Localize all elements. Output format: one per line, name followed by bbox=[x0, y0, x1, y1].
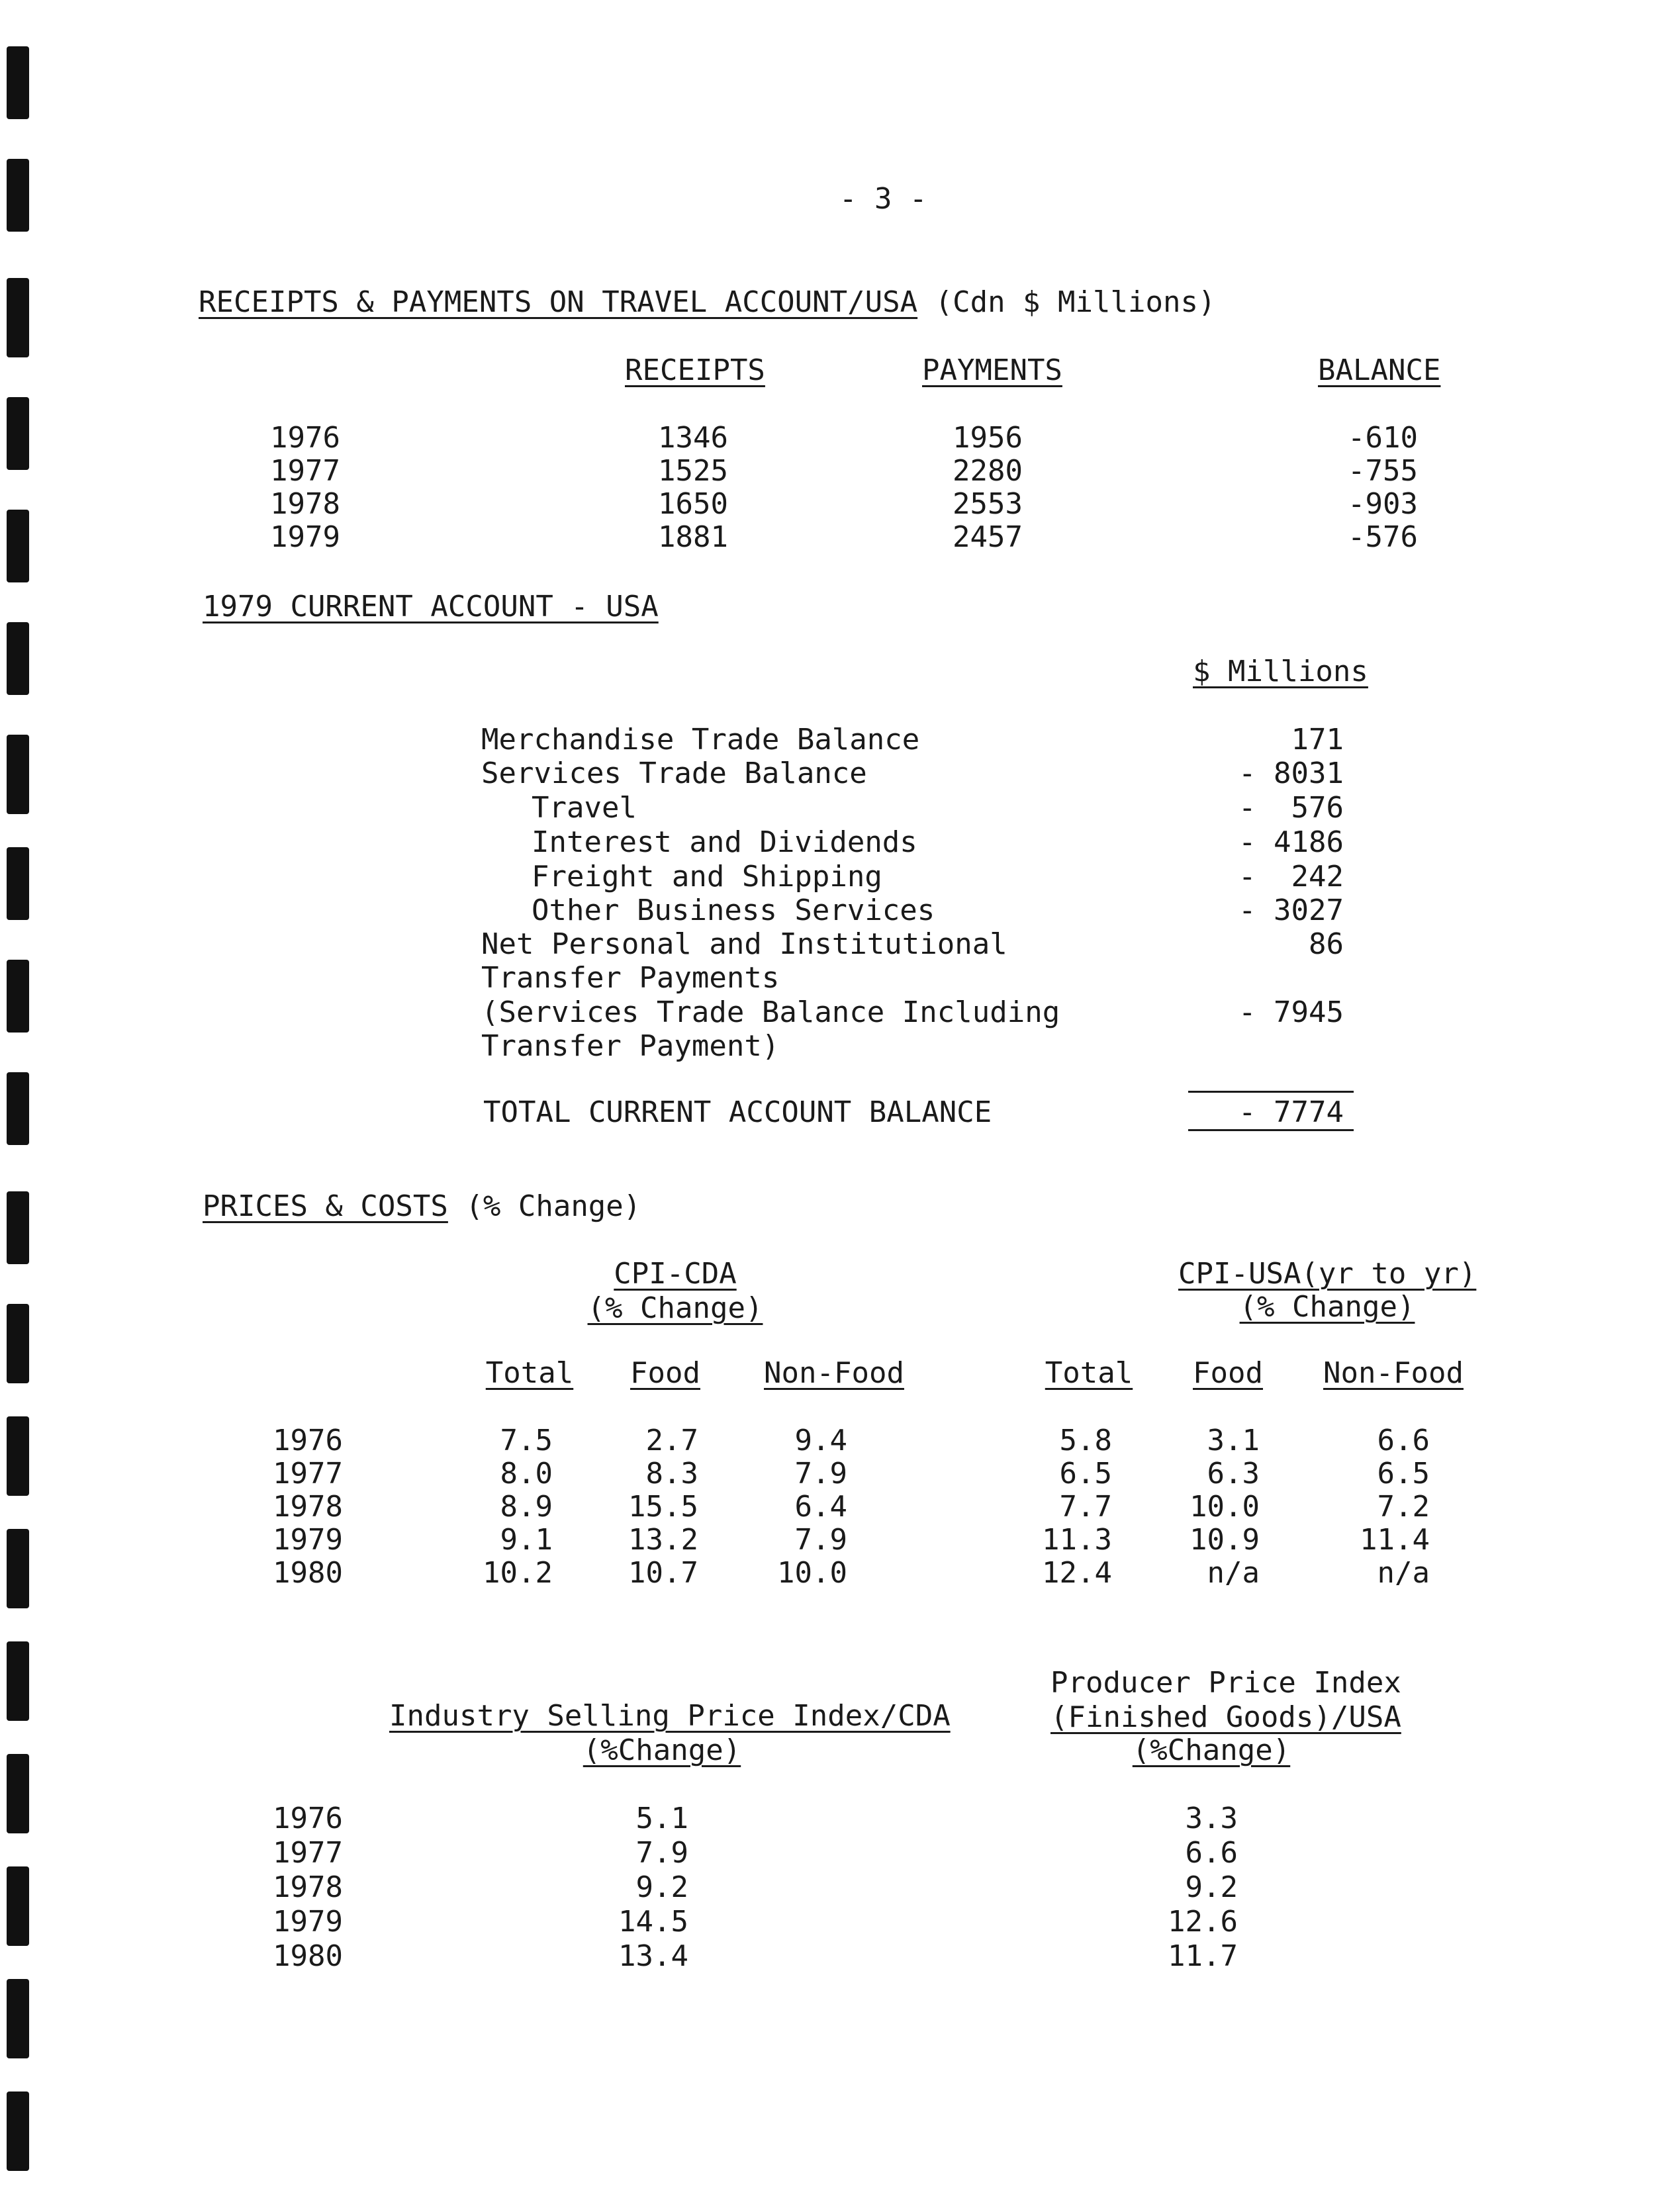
binding-hole bbox=[7, 278, 29, 357]
binding-hole bbox=[7, 1979, 29, 2058]
usa-food-cell: 10.9 bbox=[1190, 1523, 1260, 1557]
payments-cell: 2553 bbox=[953, 487, 1023, 521]
binding-hole bbox=[7, 622, 29, 695]
year-cell: 1977 bbox=[273, 1836, 343, 1870]
binding-hole bbox=[7, 46, 29, 119]
total-label: TOTAL CURRENT ACCOUNT BALANCE bbox=[483, 1095, 992, 1129]
ppi-value-cell: 9.2 bbox=[1185, 1870, 1238, 1904]
cda-total-cell: 8.9 bbox=[500, 1490, 553, 1524]
account-line-label: Transfer Payment) bbox=[481, 1029, 780, 1063]
year-cell: 1980 bbox=[273, 1556, 343, 1590]
cda-total-cell: 10.2 bbox=[483, 1556, 553, 1590]
isp-value-cell: 13.4 bbox=[618, 1939, 688, 1973]
usa-total-cell: 12.4 bbox=[1042, 1556, 1112, 1590]
usa-total-cell: 11.3 bbox=[1042, 1523, 1112, 1557]
millions-header: $ Millions bbox=[1193, 655, 1368, 688]
binding-hole bbox=[7, 397, 29, 470]
isp-index-subtitle: (%Change) bbox=[583, 1733, 741, 1767]
account-line-value: - 7945 bbox=[1238, 995, 1344, 1029]
binding-hole bbox=[7, 847, 29, 920]
col-header-payments: PAYMENTS bbox=[922, 353, 1062, 387]
binding-hole bbox=[7, 159, 29, 232]
page-number: - 3 - bbox=[839, 182, 927, 216]
account-line-label: (Services Trade Balance Including bbox=[481, 995, 1060, 1029]
ppi-title-line1: Producer Price Index bbox=[1050, 1666, 1401, 1700]
cda-col-food: Food bbox=[630, 1356, 700, 1390]
receipts-cell: 1525 bbox=[658, 454, 728, 488]
total-rule-top bbox=[1188, 1091, 1354, 1093]
binding-hole bbox=[7, 1866, 29, 1946]
payments-cell: 2457 bbox=[953, 520, 1023, 554]
account-line-value: - 242 bbox=[1238, 860, 1344, 894]
account-line-label: Freight and Shipping bbox=[532, 860, 882, 894]
isp-value-cell: 5.1 bbox=[635, 1802, 688, 1835]
usa-nonfood-cell: n/a bbox=[1377, 1556, 1430, 1590]
binding-hole bbox=[7, 960, 29, 1033]
cda-col-total: Total bbox=[485, 1356, 574, 1390]
cda-food-cell: 2.7 bbox=[645, 1424, 698, 1457]
travel-unit: (Cdn $ Millions) bbox=[935, 285, 1216, 319]
travel-title: RECEIPTS & PAYMENTS ON TRAVEL ACCOUNT/USA bbox=[199, 285, 918, 319]
account-line-value: - 576 bbox=[1238, 791, 1344, 825]
total-value: - 7774 bbox=[1238, 1095, 1344, 1129]
account-line-label: Transfer Payments bbox=[481, 961, 780, 995]
cda-food-cell: 8.3 bbox=[645, 1457, 698, 1491]
account-line-value: - 3027 bbox=[1238, 894, 1344, 927]
year-cell: 1978 bbox=[270, 487, 340, 521]
cda-nonfood-cell: 10.0 bbox=[777, 1556, 847, 1590]
binding-hole bbox=[7, 2091, 29, 2171]
year-cell: 1980 bbox=[273, 1939, 343, 1973]
year-cell: 1976 bbox=[270, 421, 340, 455]
ppi-title-line2: (Finished Goods)/USA bbox=[1050, 1700, 1401, 1734]
cpi-cda-subtitle: (% Change) bbox=[587, 1291, 763, 1325]
travel-title-line bbox=[199, 286, 1215, 319]
cda-total-cell: 7.5 bbox=[500, 1424, 553, 1457]
year-cell: 1977 bbox=[270, 454, 340, 488]
account-line-value: - 4186 bbox=[1238, 825, 1344, 859]
account-line-value: 86 bbox=[1309, 927, 1344, 961]
year-cell: 1977 bbox=[273, 1457, 343, 1491]
usa-food-cell: 10.0 bbox=[1190, 1490, 1260, 1524]
cpi-usa-title: CPI-USA(yr to yr) bbox=[1178, 1257, 1477, 1291]
year-cell: 1976 bbox=[273, 1802, 343, 1835]
prices-title-line bbox=[203, 1190, 641, 1223]
usa-total-cell: 5.8 bbox=[1059, 1424, 1112, 1457]
cda-food-cell: 13.2 bbox=[628, 1523, 698, 1557]
balance-cell: -576 bbox=[1348, 520, 1418, 554]
usa-nonfood-cell: 7.2 bbox=[1377, 1490, 1430, 1524]
account-line-value: 171 bbox=[1291, 723, 1344, 757]
binding-hole bbox=[7, 1072, 29, 1145]
receipts-cell: 1881 bbox=[658, 520, 728, 554]
prices-title: PRICES & COSTS bbox=[203, 1189, 448, 1223]
prices-unit: (% Change) bbox=[465, 1189, 641, 1223]
usa-nonfood-cell: 6.5 bbox=[1377, 1457, 1430, 1491]
cda-nonfood-cell: 7.9 bbox=[794, 1523, 847, 1557]
year-cell: 1978 bbox=[273, 1490, 343, 1524]
payments-cell: 1956 bbox=[953, 421, 1023, 455]
cpi-cda-title: CPI-CDA bbox=[614, 1257, 737, 1291]
usa-food-cell: 3.1 bbox=[1207, 1424, 1260, 1457]
cda-food-cell: 15.5 bbox=[628, 1490, 698, 1524]
binding-hole bbox=[7, 1641, 29, 1721]
isp-index-title: Industry Selling Price Index/CDA bbox=[389, 1699, 951, 1733]
binding-hole bbox=[7, 1416, 29, 1496]
binding-hole bbox=[7, 1304, 29, 1383]
current-account-title: 1979 CURRENT ACCOUNT - USA bbox=[203, 590, 659, 623]
ppi-subtitle: (%Change) bbox=[1132, 1733, 1291, 1767]
ppi-value-cell: 12.6 bbox=[1168, 1905, 1238, 1939]
cda-nonfood-cell: 6.4 bbox=[794, 1490, 847, 1524]
binding-hole bbox=[7, 1754, 29, 1833]
col-header-balance: BALANCE bbox=[1318, 353, 1441, 387]
usa-col-total: Total bbox=[1045, 1356, 1133, 1390]
receipts-cell: 1346 bbox=[658, 421, 728, 455]
account-line-label: Interest and Dividends bbox=[532, 825, 917, 859]
year-cell: 1979 bbox=[273, 1905, 343, 1939]
usa-nonfood-cell: 6.6 bbox=[1377, 1424, 1430, 1457]
usa-food-cell: n/a bbox=[1207, 1556, 1260, 1590]
usa-col-food: Food bbox=[1193, 1356, 1263, 1390]
year-cell: 1978 bbox=[273, 1870, 343, 1904]
year-cell: 1979 bbox=[273, 1523, 343, 1557]
binding-hole bbox=[7, 1191, 29, 1264]
binding-hole bbox=[7, 735, 29, 814]
cda-total-cell: 9.1 bbox=[500, 1523, 553, 1557]
usa-nonfood-cell: 11.4 bbox=[1360, 1523, 1430, 1557]
ppi-value-cell: 6.6 bbox=[1185, 1836, 1238, 1870]
cpi-usa-subtitle: (% Change) bbox=[1239, 1290, 1415, 1324]
isp-value-cell: 9.2 bbox=[635, 1870, 688, 1904]
binding-hole bbox=[7, 1529, 29, 1608]
balance-cell: -903 bbox=[1348, 487, 1418, 521]
cda-nonfood-cell: 7.9 bbox=[794, 1457, 847, 1491]
account-line-label: Travel bbox=[532, 791, 637, 825]
usa-total-cell: 6.5 bbox=[1059, 1457, 1112, 1491]
balance-cell: -755 bbox=[1348, 454, 1418, 488]
total-rule-bottom bbox=[1188, 1129, 1354, 1131]
binding-hole bbox=[7, 510, 29, 582]
account-line-value: - 8031 bbox=[1238, 757, 1344, 790]
col-header-receipts: RECEIPTS bbox=[625, 353, 765, 387]
ppi-value-cell: 3.3 bbox=[1185, 1802, 1238, 1835]
cda-nonfood-cell: 9.4 bbox=[794, 1424, 847, 1457]
usa-col-nonfood: Non-Food bbox=[1323, 1356, 1464, 1390]
isp-value-cell: 7.9 bbox=[635, 1836, 688, 1870]
account-line-label: Services Trade Balance bbox=[481, 757, 867, 790]
usa-total-cell: 7.7 bbox=[1059, 1490, 1112, 1524]
cda-total-cell: 8.0 bbox=[500, 1457, 553, 1491]
account-line-label: Merchandise Trade Balance bbox=[481, 723, 920, 757]
payments-cell: 2280 bbox=[953, 454, 1023, 488]
ppi-value-cell: 11.7 bbox=[1168, 1939, 1238, 1973]
balance-cell: -610 bbox=[1348, 421, 1418, 455]
account-line-label: Other Business Services bbox=[532, 894, 935, 927]
usa-food-cell: 6.3 bbox=[1207, 1457, 1260, 1491]
isp-value-cell: 14.5 bbox=[618, 1905, 688, 1939]
year-cell: 1976 bbox=[273, 1424, 343, 1457]
receipts-cell: 1650 bbox=[658, 487, 728, 521]
account-line-label: Net Personal and Institutional bbox=[481, 927, 1007, 961]
cda-food-cell: 10.7 bbox=[628, 1556, 698, 1590]
year-cell: 1979 bbox=[270, 520, 340, 554]
cda-col-nonfood: Non-Food bbox=[764, 1356, 904, 1390]
